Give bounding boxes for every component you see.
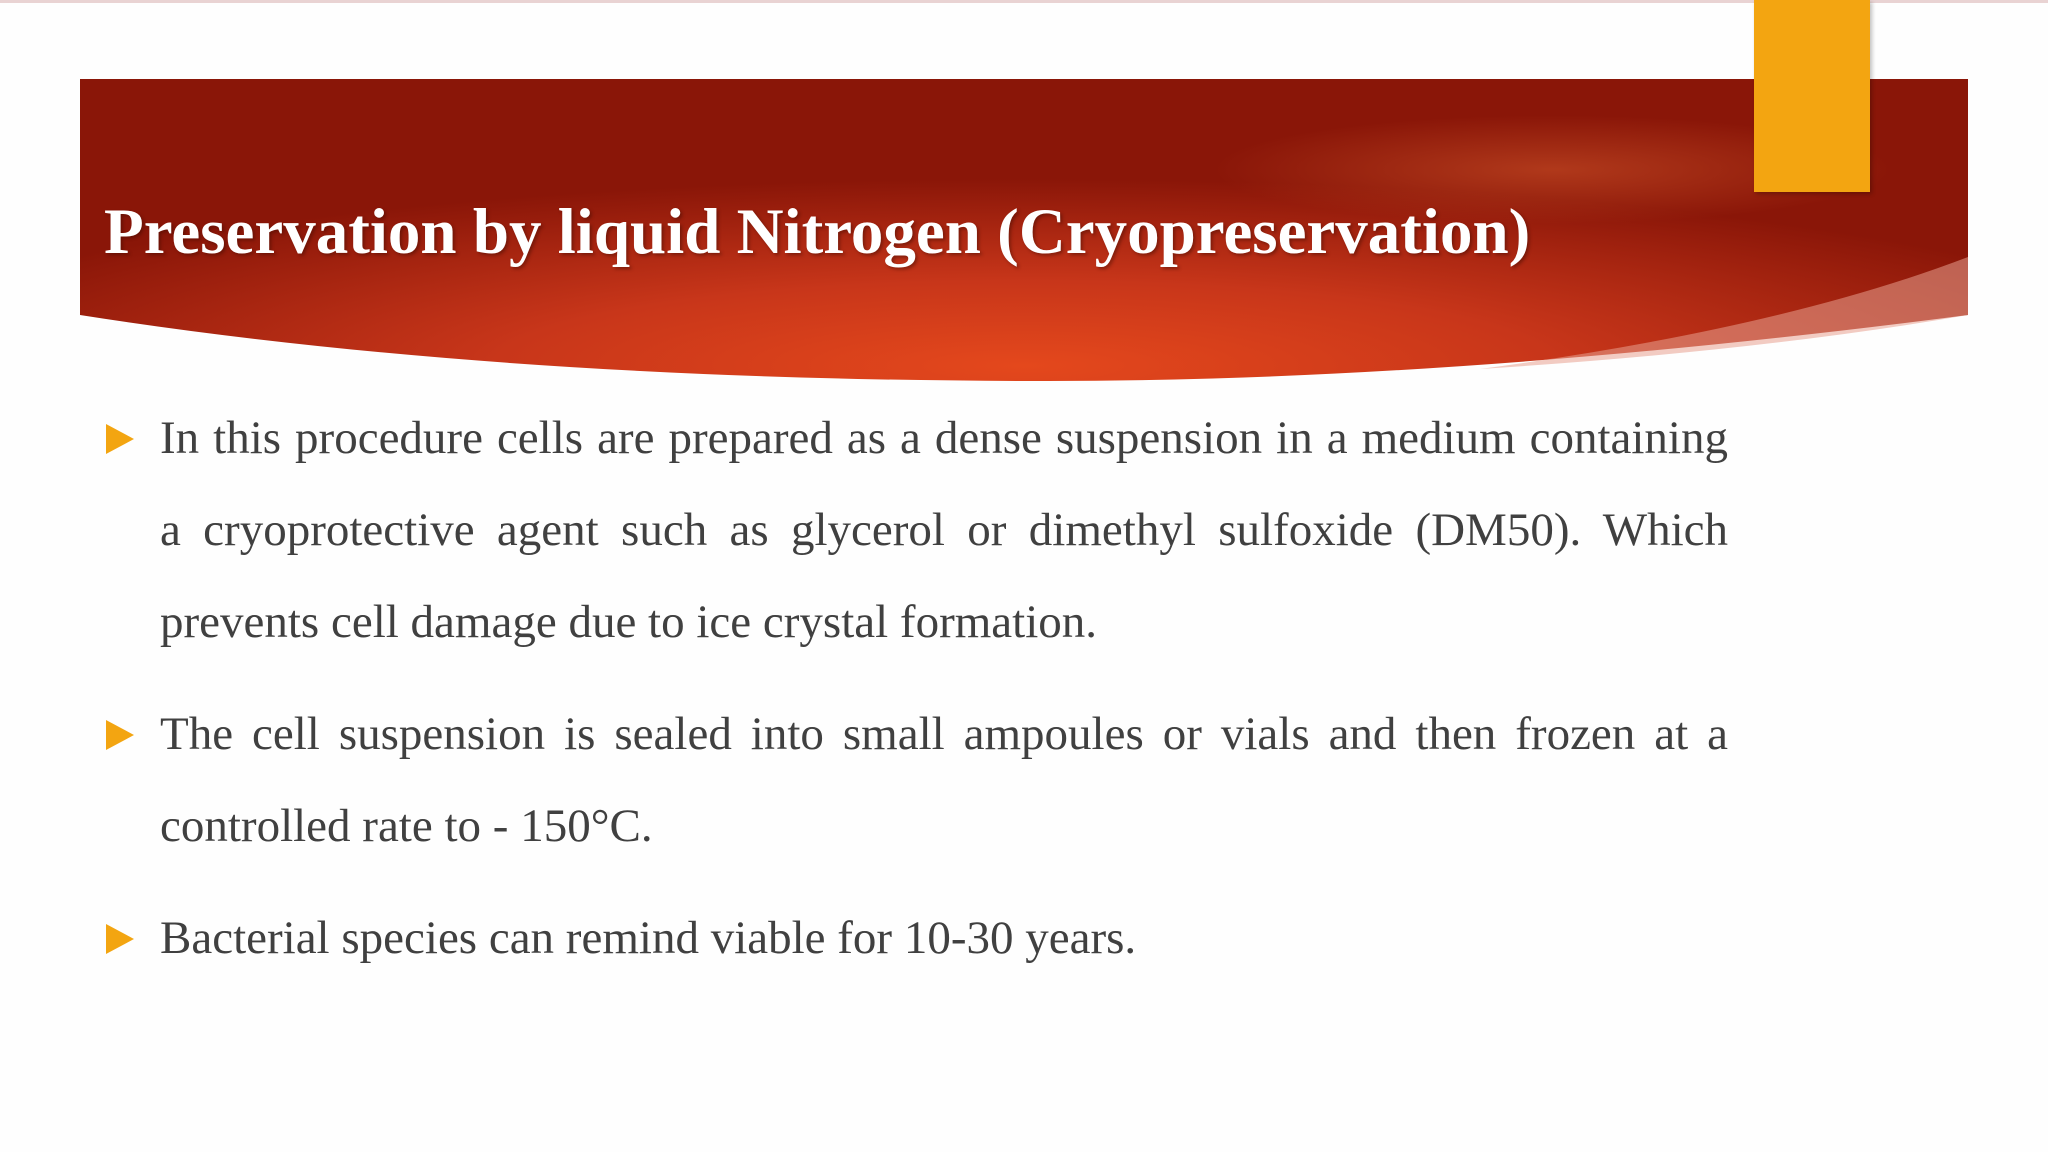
bullet-item <box>104 688 1728 872</box>
top-rule <box>0 0 2048 3</box>
bullet-text: The cell suspension is sealed into small ampoules or vials and then frozen at a controlled rate to - 150°C. <box>160 708 1728 852</box>
bullet-item <box>104 892 1728 984</box>
bullet-list <box>104 392 1728 1004</box>
accent-tab <box>1754 0 1870 192</box>
triangle-bullet-icon <box>106 924 134 954</box>
triangle-bullet-icon <box>106 720 134 750</box>
bullet-text: In this procedure cells are prepared as a dense suspension in a medium containing a cryoprotective agent such as glycerol or dimethyl sulfoxide (DM50). Which prevents cell damage due to ice crystal formation. <box>160 412 1728 648</box>
triangle-bullet-icon <box>106 424 134 454</box>
bullet-item <box>104 392 1728 668</box>
slide-title: Preservation by liquid Nitrogen (Cryopreservation) <box>104 196 1531 268</box>
bullet-text: Bacterial species can remind viable for 10-30 years. <box>160 912 1137 964</box>
